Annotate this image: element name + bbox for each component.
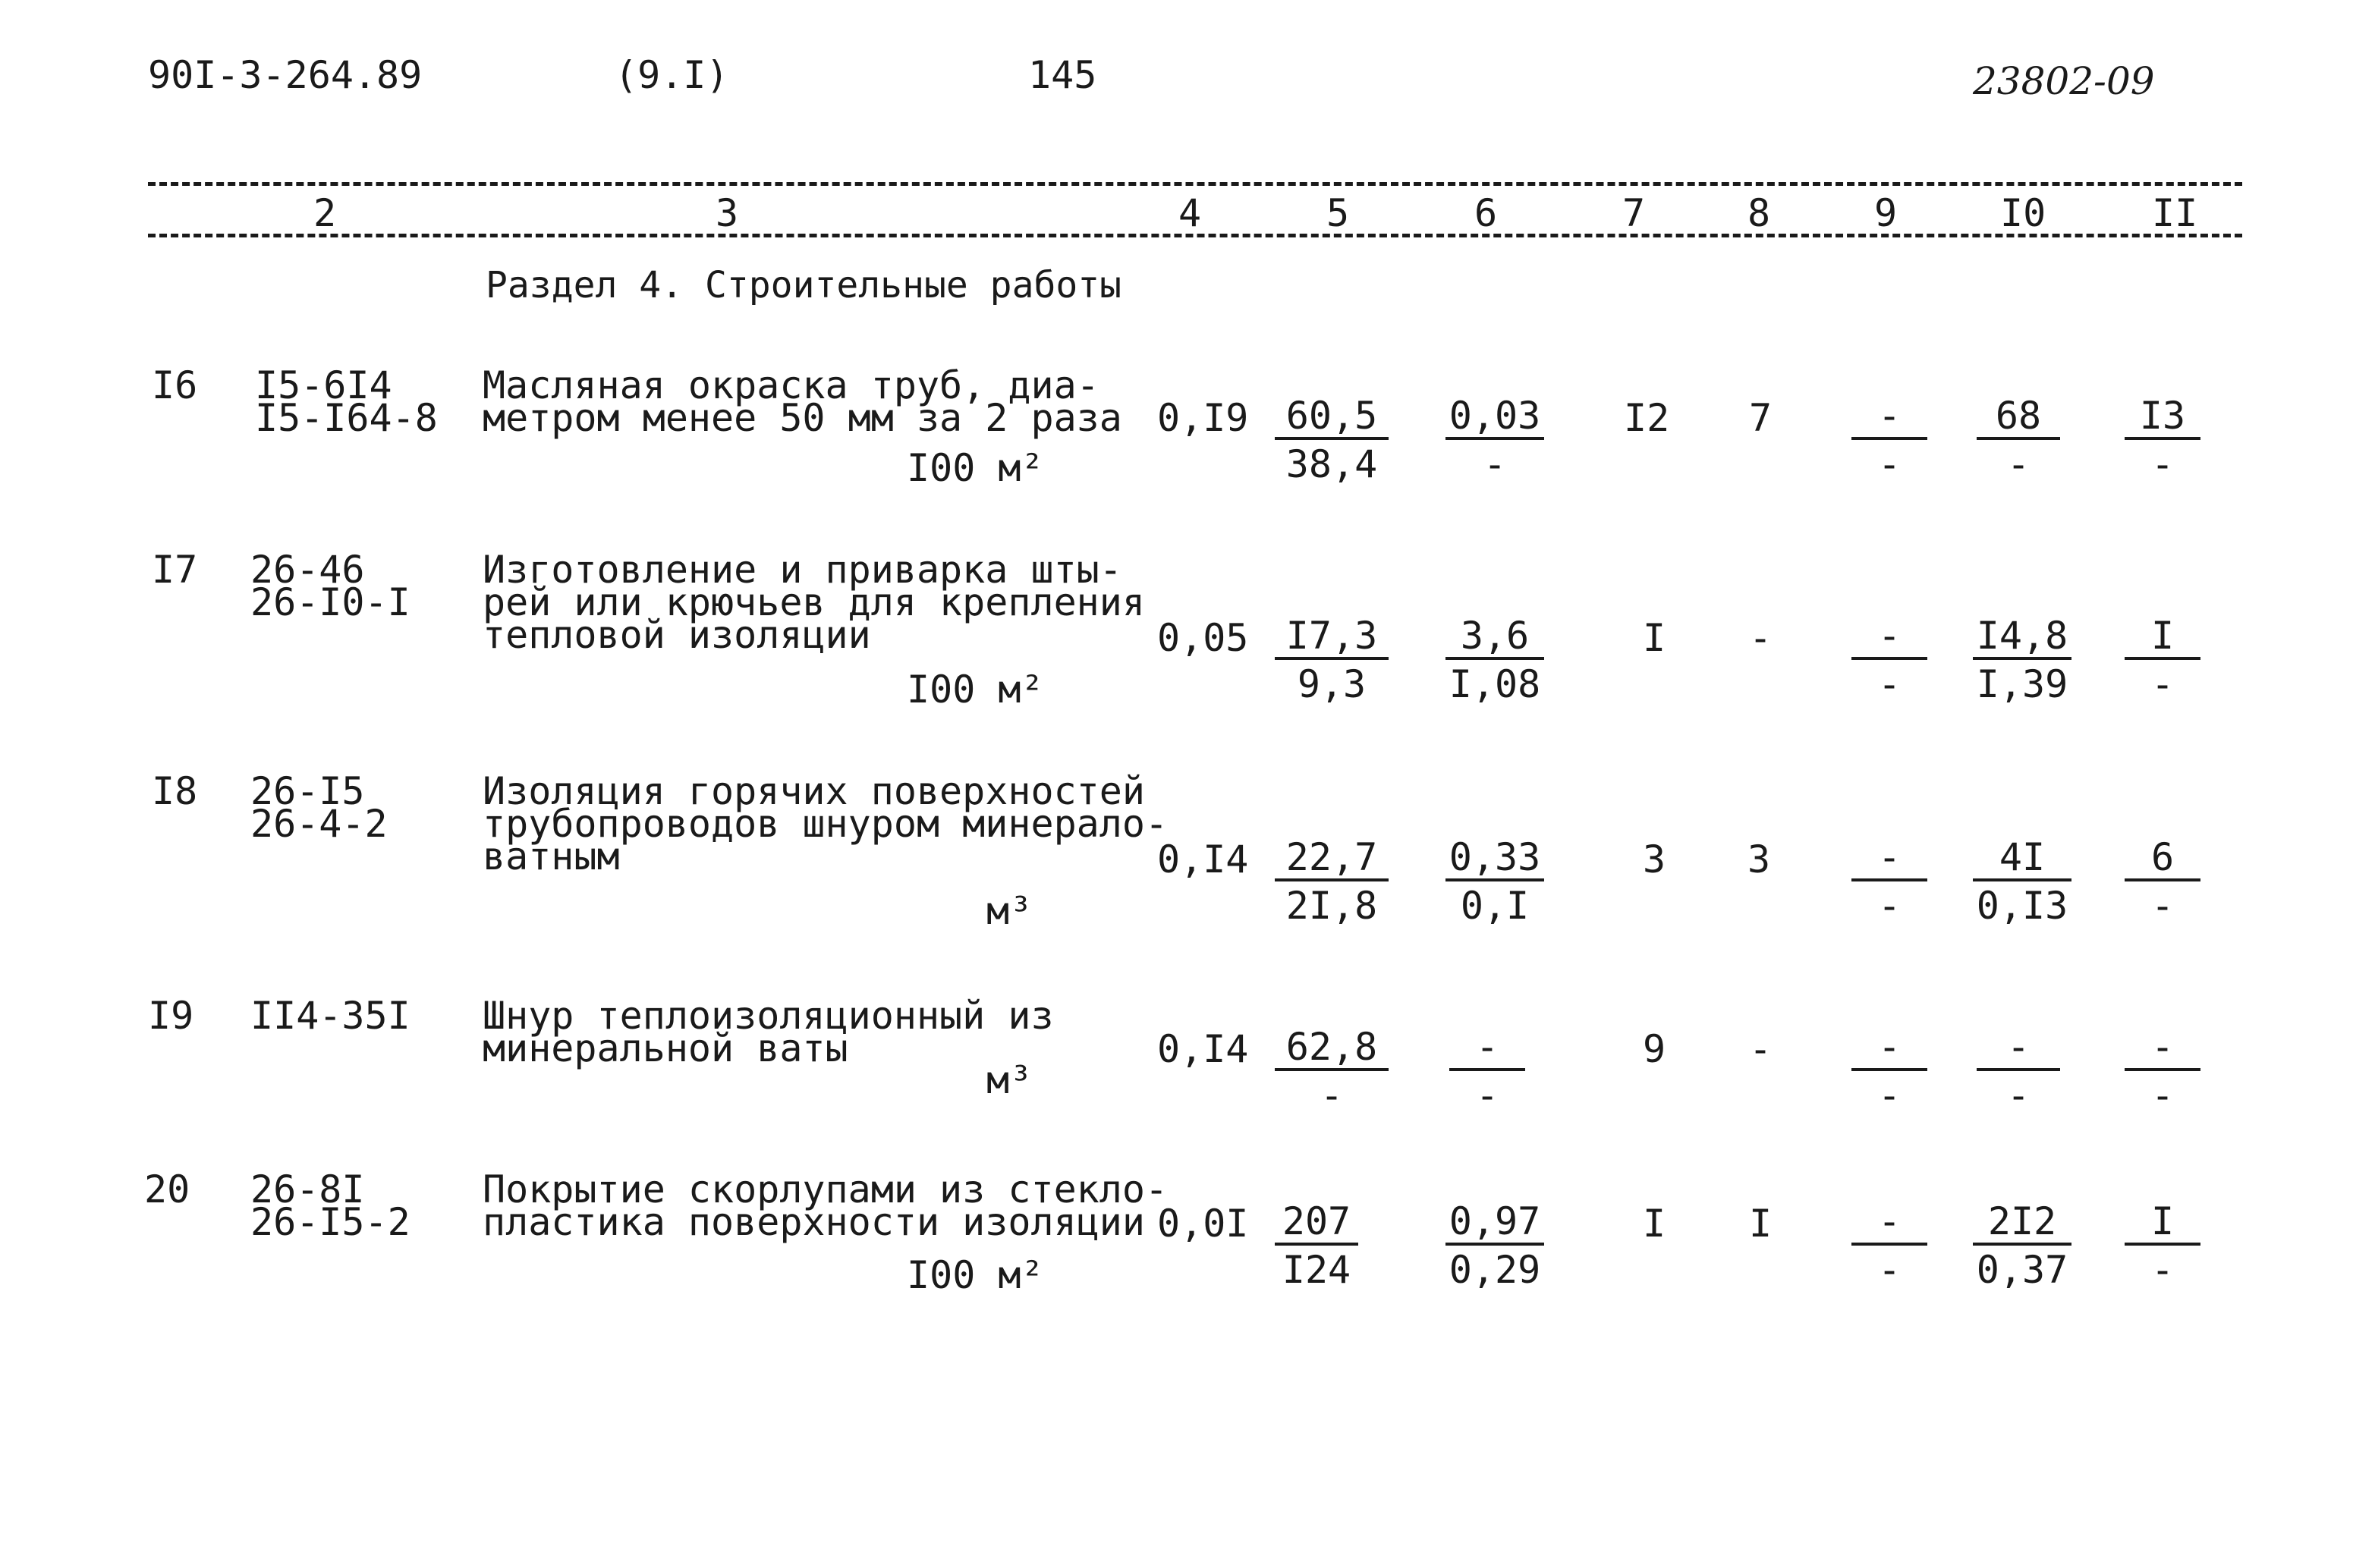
measure-unit: I00 м² [907,446,1044,490]
cost-fraction-5: $\frac{I7,3}{9,3}$ [1275,614,1389,709]
work-description: рей или крючьев для крепления [483,580,1145,624]
document-code: 90I-3-264.89 [148,53,423,97]
cost-fraction-10: - - [1977,1026,2060,1120]
norm-code: 26-8I [250,1167,365,1211]
norm-code: 26-I5-2 [250,1200,411,1244]
measure-unit: I00 м² [907,668,1044,712]
col-header-4: 4 [1178,191,1202,235]
row-number: 20 [144,1167,190,1211]
value-col-8: 3 [1747,837,1771,881]
row-number: I7 [152,548,198,592]
cost-fraction-5: $\frac{60,5}{38,4}$ [1275,394,1389,489]
header-top-rule [148,182,2242,186]
norm-code: 26-I5 [250,769,365,813]
norm-code: 26-I0-I [250,580,411,624]
col-header-7: 7 [1622,191,1646,235]
value-col-8: - [1749,616,1773,660]
cost-fraction-5: $\frac{22,7}{2I,8}$ [1275,836,1389,930]
cost-fraction-6: - - [1449,1026,1525,1120]
quantity: 0,I4 [1157,1027,1249,1071]
section-title: Раздел 4. Строительные работы [486,264,1122,306]
cost-fraction-6: 0,03 - [1445,394,1544,489]
quantity: 0,0I [1157,1202,1249,1246]
cost-fraction-9: - - [1851,1200,1927,1294]
cost-fraction-10: $\frac{2I2}{0,37}$ [1973,1200,2071,1294]
work-description: пластика поверхности изоляции [483,1200,1145,1244]
col-header-2: 2 [313,191,337,235]
value-col-8: I [1749,1202,1773,1246]
row-number: I6 [152,363,198,407]
work-description: метром менее 50 мм за 2 раза [483,396,1122,440]
quantity: 0,I4 [1157,837,1249,881]
norm-code: I5-I64-8 [255,396,438,440]
norm-code: 26-4-2 [250,802,388,846]
cost-fraction-9: - - [1851,836,1927,930]
work-description: Масляная окраска труб, диа- [483,363,1099,407]
col-header-10: I0 [2000,191,2046,235]
part-number: (9.I) [615,53,729,97]
col-header-5: 5 [1326,191,1350,235]
work-description: Изоляция горячих поверхностей [483,769,1145,813]
col-header-9: 9 [1874,191,1898,235]
cost-fraction-9: - - [1851,394,1927,489]
cost-fraction-10: 68 - [1977,394,2060,489]
row-number: I8 [152,769,198,813]
col-header-8: 8 [1747,191,1771,235]
cost-fraction-6: $\frac{3,6}{I,08}$ [1445,614,1544,709]
row-number: I9 [148,994,194,1038]
cost-fraction-11: I - [2125,1200,2200,1294]
work-description: трубопроводов шнуром минерало- [483,802,1169,846]
col-header-11: II [2152,191,2198,235]
cost-fraction-11: I - [2125,614,2200,709]
inventory-stamp: 23802-09 [1973,59,2155,103]
work-description: Шнур теплоизоляционный из [483,994,1054,1038]
work-description: Покрытие скорлупами из стекло- [483,1167,1169,1211]
norm-code: 26-46 [250,548,365,592]
cost-fraction-11: - - [2125,1026,2200,1120]
cost-fraction-10: $\frac{4I}{0,I3}$ [1973,836,2071,930]
work-description: минеральной ваты [483,1026,848,1070]
cost-fraction-9: - - [1851,614,1927,709]
value-col-7: I [1643,616,1666,660]
measure-unit: м³ [986,889,1033,933]
norm-code: I5-6I4 [255,363,392,407]
value-col-7: I2 [1624,396,1670,440]
page-number: 145 [1028,53,1097,97]
value-col-7: 3 [1643,837,1666,881]
value-col-7: I [1643,1202,1666,1246]
cost-fraction-11: I3 - [2125,394,2200,489]
col-header-3: 3 [716,191,739,235]
quantity: 0,I9 [1157,396,1249,440]
work-description: ватным [483,834,620,878]
cost-fraction-6: $\frac{0,33}{0,I}$ [1445,836,1544,930]
cost-fraction-9: - - [1851,1026,1927,1120]
col-header-6: 6 [1474,191,1498,235]
cost-fraction-10: $\frac{I4,8}{I,39}$ [1973,614,2071,709]
value-col-8: - [1749,1027,1773,1071]
cost-fraction-5: 62,8 - [1275,1026,1389,1120]
work-description: Изготовление и приварка шты- [483,548,1122,592]
norm-code: II4-35I [250,994,411,1038]
cost-fraction-11: 6 - [2125,836,2200,930]
value-col-7: 9 [1643,1027,1666,1071]
quantity: 0,05 [1157,616,1249,660]
cost-fraction-5: $\frac{207}{I24}$ [1275,1200,1358,1294]
value-col-8: 7 [1749,396,1773,440]
measure-unit: I00 м² [907,1253,1044,1297]
work-description: тепловой изоляции [483,613,871,657]
cost-fraction-6: $\frac{0,97}{0,29}$ [1445,1200,1544,1294]
measure-unit: м³ [986,1058,1033,1102]
